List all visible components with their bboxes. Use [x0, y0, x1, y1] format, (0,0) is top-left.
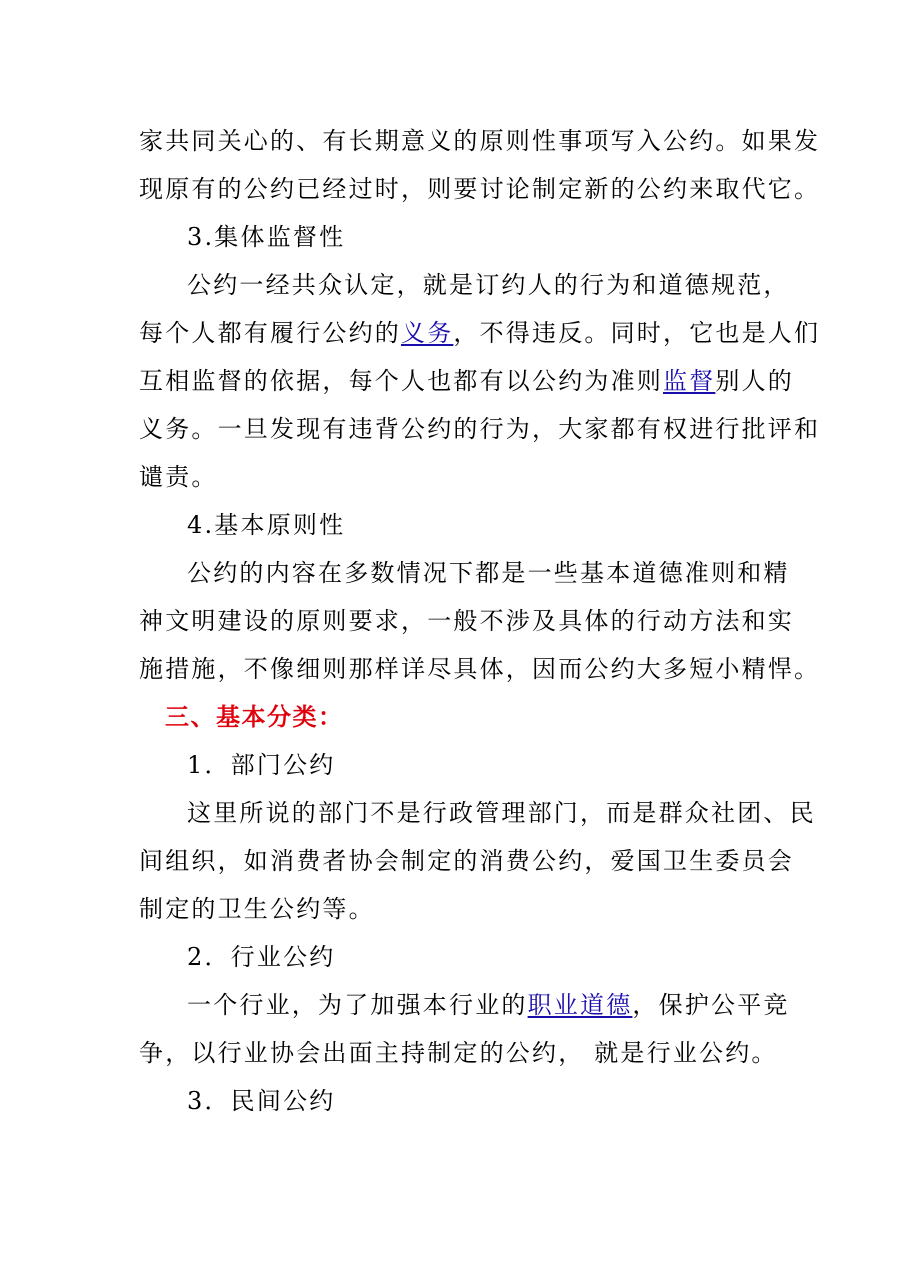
category-title-folk: 3．民间公约 [187, 1087, 336, 1115]
paragraph-line: 施措施，不像细则那样详尽具体，因而公约大多短小精悍。 [139, 655, 821, 683]
paragraph-line: 这里所说的部门不是行政管理部门，而是群众社团、民 [187, 799, 816, 827]
paragraph-line: 家共同关心的、有长期意义的原则性事项写入公约。如果发 [139, 127, 821, 155]
link-professional-ethics[interactable]: 职业道德 [527, 991, 633, 1019]
paragraph-line [187, 989, 790, 1021]
text-span: 一个行业，为了加强本行业的 [187, 991, 528, 1019]
text-span: 每个人都有履行公约的 [139, 319, 401, 347]
text-span: ，不得违反。同时，它也是人们 [453, 319, 821, 347]
paragraph-line: 谴责。 [139, 463, 218, 491]
link-supervision[interactable]: 监督 [663, 367, 716, 395]
section-title-basic-principle: 4.基本原则性 [187, 511, 346, 539]
paragraph-line: 义务。一旦发现有违背公约的行为，大家都有权进行批评和 [139, 415, 821, 443]
paragraph-line [139, 365, 794, 397]
text-span: 互相监督的依据，每个人也都有以公约为准则 [139, 367, 663, 395]
paragraph-line: 间组织，如消费者协会制定的消费公约，爱国卫生委员会 [139, 847, 794, 875]
text-span: ，保护公平竞 [632, 991, 790, 1019]
paragraph-line: 现原有的公约已经过时，则要讨论制定新的公约来取代它。 [139, 175, 821, 203]
heading-basic-classification: 三、基本分类： [165, 702, 344, 731]
text-span: 别人的 [715, 367, 795, 395]
paragraph-line: 公约一经共众认定，就是订约人的行为和道德规范， [187, 271, 790, 299]
section-title-collective-supervision: 3.集体监督性 [187, 223, 346, 251]
paragraph-line: 神文明建设的原则要求，一般不涉及具体的行动方法和实 [139, 607, 794, 635]
paragraph-line: 争，以行业协会出面主持制定的公约， 就是行业公约。 [139, 1039, 778, 1067]
category-title-industry: 2．行业公约 [187, 943, 336, 971]
paragraph-line: 公约的内容在多数情况下都是一些基本道德准则和精 [187, 559, 790, 587]
category-title-department: 1．部门公约 [187, 751, 336, 779]
paragraph-line [139, 317, 820, 349]
paragraph-line: 制定的卫生公约等。 [139, 895, 375, 923]
link-obligation[interactable]: 义务 [401, 319, 454, 347]
